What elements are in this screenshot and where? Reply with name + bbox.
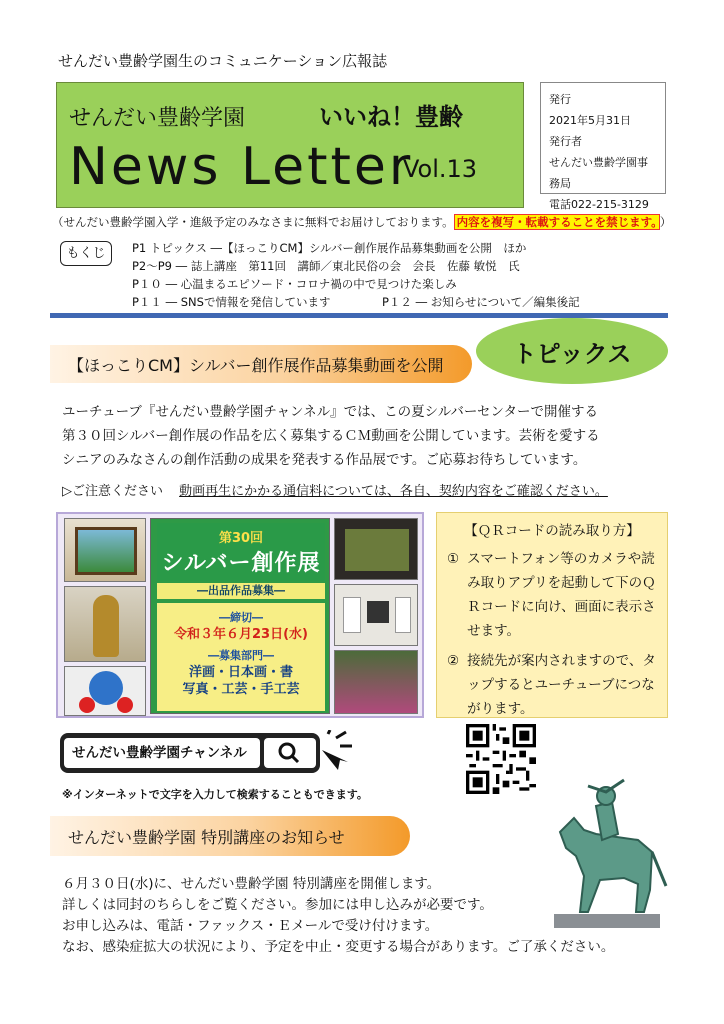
special-lecture-body: ６月３０日(水)に、せんだい豊齢学園 特別講座を開催します。 詳しくは同封のちらしをご覧ください。参加には申し込みが必要です。 お申し込みは、電話・ファックス・Ｅメールで受け付けます。 なお、感染症拡大の状況により、予定を中止・変更する場合があります。ご了承ください。 <box>62 876 615 955</box>
qr-instructions-title: 【ＱＲコードの読み取り方】 <box>464 523 640 539</box>
topics-badge: トピックス <box>476 318 668 384</box>
caution-label: ▷ご注意ください <box>62 484 163 499</box>
special-lecture-heading: せんだい豊齢学園 特別講座のお知らせ <box>50 816 410 856</box>
toc-line-2: P2～P9 ― 誌上講座 第11回 講師／東北民俗の会 会長 佐藤 敏悦 氏 <box>132 259 520 273</box>
publisher: せんだい豊齢学園事務局 <box>549 156 648 190</box>
flyer-subtitle: ―出品作品募集― <box>157 583 325 599</box>
copy-warning: 内容を複写・転載することを禁じます。 <box>454 214 660 230</box>
toc-line-3: P１０ ― 心温まるエピソード・コロナ禍の中で見つけた楽しみ <box>132 277 457 291</box>
caution-text: 動画再生にかかる通信料については、各自、契約内容をご確認ください。 <box>179 484 608 499</box>
qr-code[interactable] <box>466 724 536 794</box>
exhibition-flyer <box>150 518 330 714</box>
volume-number: Vol.13 <box>403 155 478 183</box>
toc-label: もくじ <box>60 241 112 266</box>
iine-title: いいね！豊齢 <box>319 103 463 131</box>
craft-photo <box>64 666 146 716</box>
issue-date: 2021年5月31日 <box>549 114 631 127</box>
search-icon <box>264 738 316 768</box>
issued-label: 発行 <box>549 93 571 106</box>
publisher-label: 発行者 <box>549 135 582 148</box>
masthead <box>56 82 524 208</box>
flowers-photo <box>334 650 418 714</box>
sculpture-photo <box>64 586 146 662</box>
toc-line-4-left: P１１ ― SNSで情報を発信しています <box>132 295 331 309</box>
caution-note <box>62 480 608 499</box>
toc-line-4-right: P１２ ― お知らせについて／編集後記 <box>382 295 580 309</box>
search-bar-graphic <box>60 733 320 773</box>
deadline-date: 令和３年６月23日(水) <box>174 627 308 642</box>
category-label: ―募集部門― <box>208 649 274 662</box>
deadline-label: ―締切― <box>219 611 263 624</box>
cursor-click-icon <box>318 730 358 774</box>
flyer-title: シルバー創作展 <box>161 551 321 576</box>
categories-2: 写真・工芸・手工芸 <box>182 682 300 697</box>
phone: 電話022-215-3129 <box>549 198 649 211</box>
qr-step-2: ② 接続先が案内されますので、タップするとユーチューブにつながります。 <box>447 653 656 717</box>
org-name: せんだい豊齢学園 <box>69 106 246 131</box>
gallery-photo <box>334 584 418 646</box>
painting-photo <box>64 518 146 582</box>
categories-1: 洋画・日本画・書 <box>188 665 293 680</box>
date-masamune-statue-illustration <box>540 772 670 932</box>
qr-instructions <box>436 512 668 718</box>
tagline: せんだい豊齢学園生のコミュニケーション広報誌 <box>58 52 388 70</box>
search-query-text: せんだい豊齢学園チャンネル <box>64 738 260 768</box>
topics-heading: 【ほっこりCM】シルバー創作展作品募集動画を公開 <box>50 345 472 383</box>
flyer-edition: 第30回 <box>218 531 264 546</box>
toc-line-1: P1 トピックス ―【ほっこりCM】シルバー創作展作品募集動画を公開 ほか <box>132 241 527 255</box>
distribution-notice: （せんだい豊齢学園入学・進級予定のみなさまに無料でお届けしております。 内容を複写・転載することを禁じます。 ） <box>52 215 672 229</box>
qr-step-1: ① スマートフォン等のカメラや読み取りアプリを起動して下のＱＲコードに向け、画面に表示させます。 <box>447 551 656 639</box>
newsletter-title: News Letter <box>69 137 414 197</box>
search-note: ※インターネットで文字を入力して検索することもできます。 <box>62 788 368 801</box>
artwork-photo-panel <box>56 512 424 718</box>
topics-body: ユーチューブ『せんだい豊齢学園チャンネル』では、この夏シルバーセンターで開催する 第３０回シルバー創作展の作品を広く募集するＣＭ動画を公開しています。芸術を愛する シニアのみなさんの創作活動の成果を発表する作品展です。ご応募お待ちしています。 <box>62 404 600 468</box>
publication-info <box>540 82 666 211</box>
puppet-photo <box>334 518 418 580</box>
